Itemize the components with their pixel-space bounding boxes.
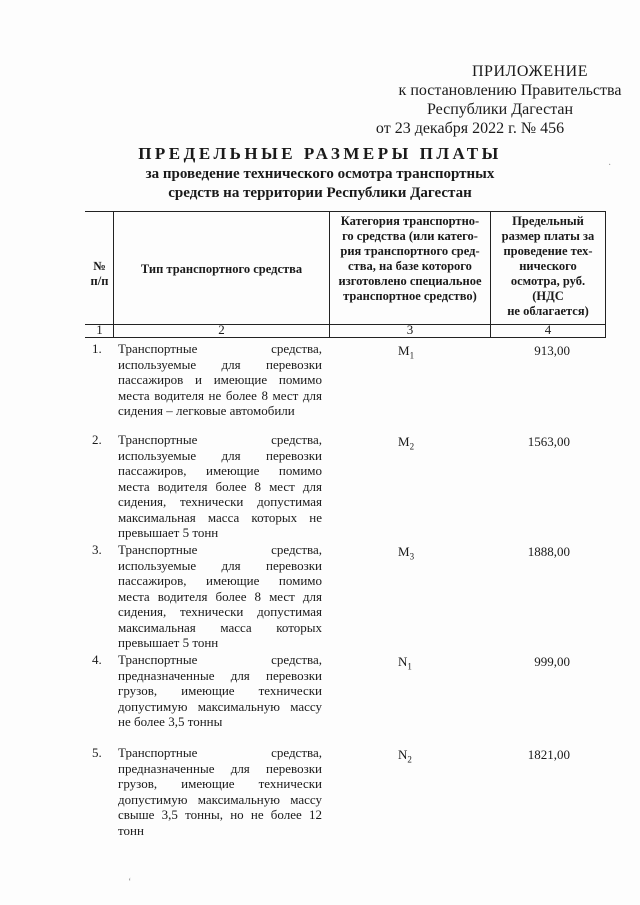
header-number: № п/п [90,259,109,288]
header-max-fee: Предельный размер платы за проведение тех- нического осмотра, руб. (НДС не облагается) [501,214,595,318]
row-price: 999,00 [534,654,570,669]
category-index: 1 [407,661,412,672]
row-category [398,747,412,765]
heading-title: ПРЕДЕЛЬНЫЕ РАЗМЕРЫ ПЛАТЫ [138,144,502,163]
header-vehicle-type: Тип транспортного средства [140,262,303,276]
appendix-line-1: к постановлению Правительства [398,82,622,99]
scan-speck: ʻ [128,877,132,888]
column-number-4: 4 [544,322,552,337]
row-price: 913,00 [534,343,570,358]
appendix-title: ПРИЛОЖЕНИЕ [471,63,588,80]
appendix-block [330,62,622,138]
category-index: 3 [409,551,415,562]
row-description: Транспортные средства, предназначенные для перевозки грузов, имеющие технически допустимую максимальную массу не более 3,5 тонны [118,652,322,729]
header-vehicle-category: Категория транспортно- го средства (или катего- рия транспортного сред- ства, на базе которого изготовлено специальное транспортное средство) [338,214,482,303]
category-index: 2 [407,754,412,765]
row-description: Транспортные средства, используемые для перевозки пассажиров, имеющие помимо места водителя более 8 мест для сидения, технически допустимая максимальная масса которых превышает 5 тонн [118,542,322,650]
row-category [398,654,412,672]
column-number-1: 1 [96,322,103,337]
row-number: 2. [92,432,102,447]
category-letter: M [398,434,410,449]
category-letter: N [398,654,408,669]
appendix-line-3: от 23 декабря 2022 г. № 456 [375,120,565,137]
heading-subtitle-line-1: за проведение технического осмотра транспортных [145,166,495,182]
row-category [398,434,414,452]
row-price: 1563,00 [527,434,570,449]
scan-speck: · [608,160,612,171]
document-heading [0,143,640,203]
row-category [398,544,414,562]
appendix-line-2: Республики Дагестан [426,101,574,118]
category-index: 2 [409,441,415,452]
column-number-2: 2 [218,322,225,337]
row-category [398,343,414,361]
row-number: 1. [92,341,102,356]
row-number: 3. [92,542,102,557]
category-letter: M [398,544,410,559]
row-number: 4. [92,652,102,667]
row-price: 1888,00 [527,544,570,559]
row-description: Транспортные средства, предназначенные для перевозки грузов, имеющие технически допустимую максимальную массу свыше 3,5 тонны, но не более 12 тонн [118,745,322,838]
category-letter: N [398,747,408,762]
row-description: Транспортные средства, используемые для перевозки пассажиров и имеющие помимо места водителя не более 8 мест для сидения – легковые автомобили [118,341,322,418]
row-number: 5. [92,745,102,760]
row-description: Транспортные средства, используемые для перевозки пассажиров, имеющие помимо места водителя более 8 мест для сидения, технически допустимая максимальная масса которых не превышает 5 тонн [118,432,322,540]
category-index: 1 [409,350,415,361]
column-number-3: 3 [406,322,414,337]
table-right-border [605,211,606,338]
category-letter: M [398,343,410,358]
table-top-border [85,211,606,212]
heading-subtitle-line-2: средств на территории Республики Дагестан [168,185,472,201]
row-price: 1821,00 [527,747,570,762]
